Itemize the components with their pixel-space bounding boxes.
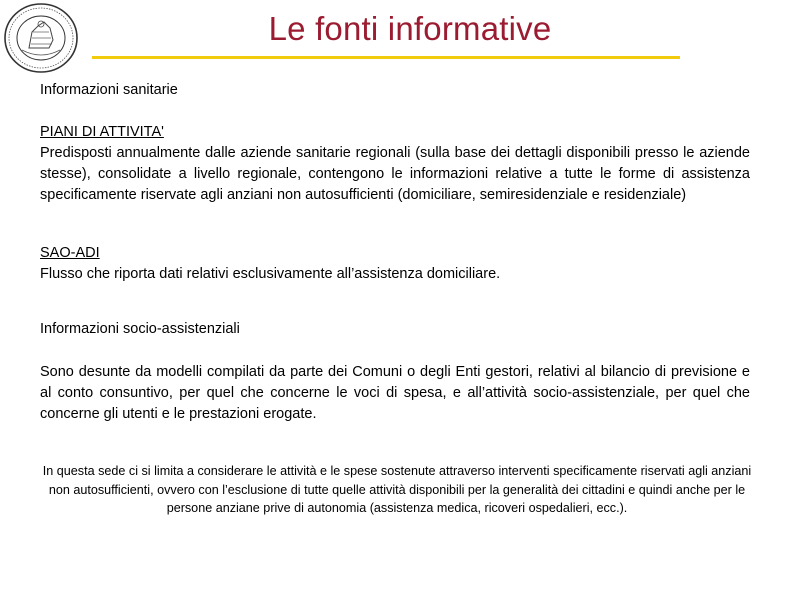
footnote: In questa sede ci si limita a considerare le attività e le spese sostenute attraverso interventi specificamente riservati agli anziani non autosufficienti, ovvero con l’esclusione di tutte quelle attività disponibili per la generalità dei cittadini e quindi anche per le persone anziane prive di autonomia (assistenza medica, ricoveri ospedalieri, ecc.).: [42, 464, 752, 515]
university-seal-logo: [2, 2, 80, 74]
title-underline: [92, 56, 680, 59]
page-title: Le fonti informative: [268, 10, 552, 47]
socio-assistenziali-text: Sono desunte da modelli compilati da parte dei Comuni o degli Enti gestori, relativi al bilancio di previsione e al conto consuntivo, per quel che concerne le voci di spesa, e all’attività socio-assistenziale, per quel che concerne gli utenti e le prestazioni erogate.: [40, 364, 750, 422]
sao-adi-text: Flusso che riporta dati relativi esclusivamente all’assistenza domiciliare.: [40, 266, 501, 282]
section-heading-sanitarie: Informazioni sanitarie: [40, 82, 178, 98]
section-heading-socio: Informazioni socio-assistenziali: [40, 321, 240, 337]
piani-attivita-label: PIANI DI ATTIVITA': [40, 124, 164, 140]
sao-adi-block: [40, 243, 750, 285]
piani-attivita-block: [40, 122, 750, 206]
piani-attivita-text: Predisposti annualmente dalle aziende sanitarie regionali (sulla base dei dettagli disponibili presso le aziende stesse), consolidate a livello regionale, contengono le informazioni relative a tutte le forme di assistenza specificamente riservate agli anziani non autosufficienti (domiciliare, semiresidenziale e residenziale): [40, 145, 750, 203]
sao-adi-label: SAO-ADI: [40, 245, 100, 261]
